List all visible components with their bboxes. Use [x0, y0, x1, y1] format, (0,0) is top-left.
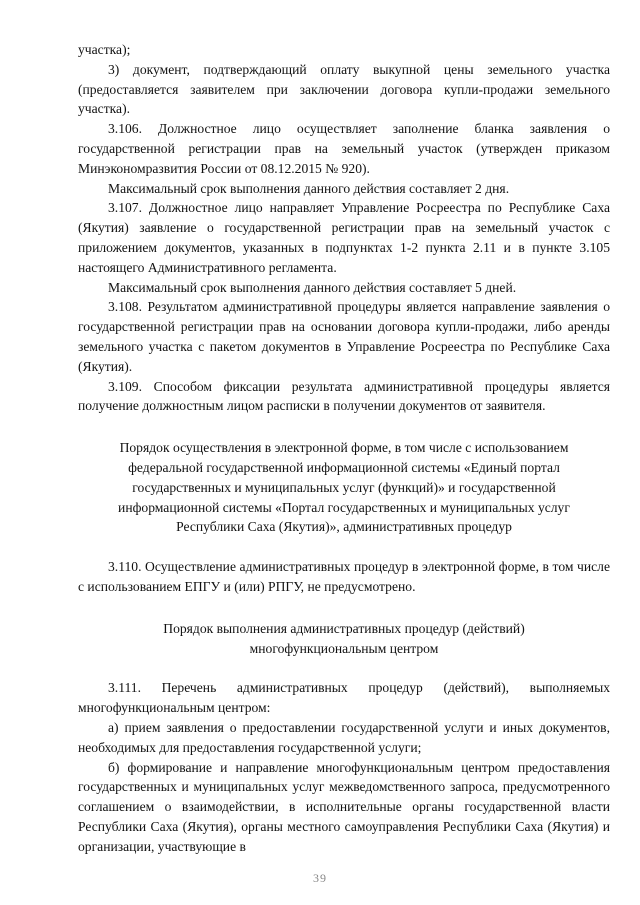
section-heading-electronic: Порядок осуществления в электронной форме, в том числе с использованием федеральной государственной информационной системы «Единый портал государственных и муниципальных услуг (функций)» и государственной информационной системы «Портал государственных и муниципальных услуг Республики Саха (Якутия)», административных процедур: [118, 440, 570, 535]
paragraph-item-3: 3) документ, подтверждающий оплату выкупной цены земельного участка (предоставляется заявителем при заключении договора купли-продажи земельного участка).: [78, 61, 610, 117]
paragraph-continuation: участка);: [78, 42, 131, 57]
paragraph-item-a: а) прием заявления о предоставлении государственной услуги и иных документов, необходимых для предоставления государственной услуги;: [78, 719, 610, 755]
paragraph-3108: 3.108. Результатом административной процедуры является направление заявления о государственной регистрации прав на основании договора купли-продажи, либо аренды земельного участка с пакетом документов в Управление Росреестра по Республике Саха (Якутия).: [78, 299, 610, 374]
section-heading-mfc: Порядок выполнения административных процедур (действий) многофункциональным центром: [163, 620, 525, 656]
paragraph-deadline-2-days: Максимальный срок выполнения данного действия составляет 2 дня.: [108, 180, 510, 196]
paragraph-3106: 3.106. Должностное лицо осуществляет заполнение бланка заявления о государственной регистрации прав на земельный участок (утвержден приказом Минэкономразвития России от 08.12.2015 № 920).: [78, 121, 610, 176]
paragraph-3110: 3.110. Осуществление административных процедур в электронной форме, в том числе с использованием ЕПГУ и (или) РПГУ, не предусмотрено.: [78, 559, 610, 594]
paragraph-3111: 3.111. Перечень административных процедур (действий), выполняемых многофункциональным центром:: [78, 680, 610, 716]
page-number: 39: [313, 871, 327, 885]
paragraph-3107: 3.107. Должностное лицо направляет Управление Росреестра по Республике Саха (Якутия) заявление о государственной регистрации прав на земельный участок с приложением документов, указанных в подпунктах 1-2 пункта 2.11 и в пункте 3.105 настоящего Административного регламента.: [78, 200, 610, 275]
document-page: [78, 40, 610, 856]
paragraph-item-b: б) формирование и направление многофункциональным центром предоставления государственных и муниципальных услуг межведомственного запроса, предусмотренного соглашением о взаимодействии, в исполнительные органы государственной власти Республики Саха (Якутия), органы местного самоуправления Республики Саха (Якутия) и организации, участвующие в: [78, 759, 610, 854]
paragraph-3109: 3.109. Способом фиксации результата административной процедуры является получение должностным лицом расписки в получении документов от заявителя.: [78, 378, 610, 414]
paragraph-deadline-5-days: Максимальный срок выполнения данного действия составляет 5 дней.: [108, 279, 517, 295]
